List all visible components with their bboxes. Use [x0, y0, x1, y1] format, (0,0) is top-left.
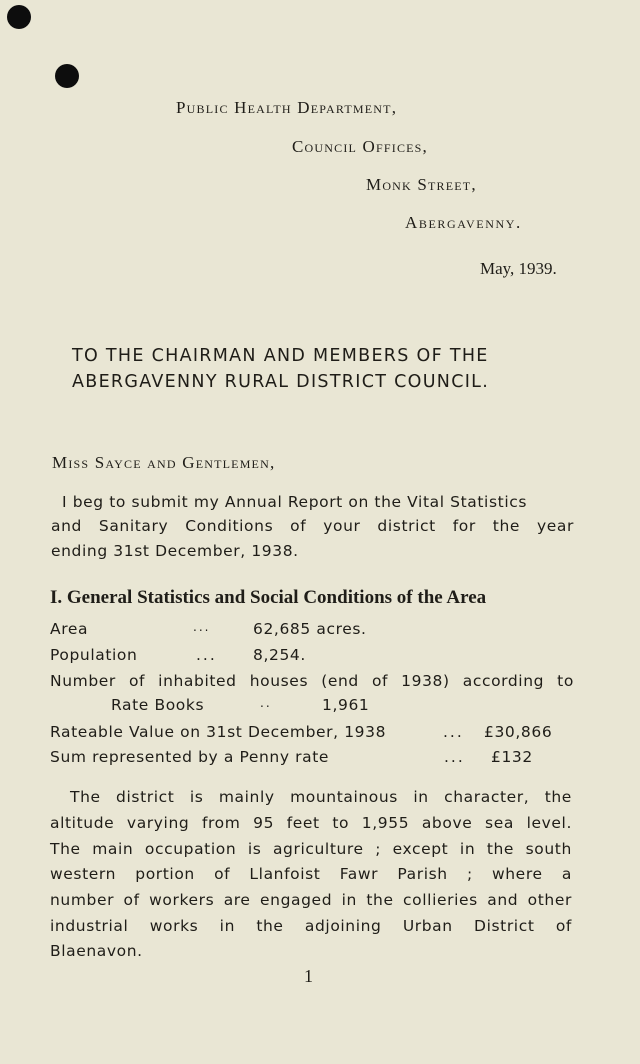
addressee-heading-line-2: ABERGAVENNY RURAL DISTRICT COUNCIL.	[72, 372, 490, 392]
word: in	[459, 840, 476, 858]
word: 1938)	[401, 672, 450, 690]
address-line-4: Abergavenny.	[405, 213, 522, 232]
word: varying	[126, 814, 190, 832]
word: south	[525, 840, 572, 858]
word: of	[555, 917, 572, 935]
rateable-value: £30,866	[484, 723, 553, 741]
intro-line-3: ending 31st December, 1938.	[51, 542, 299, 560]
address-line-1: Public Health Department,	[176, 98, 398, 117]
salutation: Miss Sayce and Gentlemen,	[52, 453, 276, 472]
word: Urban	[402, 917, 453, 935]
word: to	[557, 672, 574, 690]
word: of	[214, 865, 231, 883]
word: your	[323, 517, 361, 535]
word: the	[366, 891, 394, 909]
word: except	[392, 840, 449, 858]
punch-hole-second	[55, 64, 79, 88]
word: according	[462, 672, 545, 690]
description-line-5	[50, 891, 572, 909]
word: of	[290, 517, 307, 535]
word: a	[561, 865, 572, 883]
word: 95	[253, 814, 275, 832]
word: 1,955	[361, 814, 410, 832]
word: Sanitary	[98, 517, 169, 535]
description-line-4	[50, 865, 572, 883]
page-number: 1	[304, 966, 313, 986]
word: workers	[149, 891, 215, 909]
word: where	[491, 865, 543, 883]
word: feet	[286, 814, 320, 832]
word: the	[492, 517, 521, 535]
word: in	[413, 788, 429, 806]
word: ;	[375, 840, 382, 858]
word: (end	[321, 672, 359, 690]
population-label: Population	[50, 646, 138, 664]
rate-books-dots: ..	[260, 696, 272, 710]
word: district	[116, 788, 175, 806]
word: altitude	[50, 814, 115, 832]
rateable-value-label: Rateable Value on 31st December, 1938	[50, 723, 387, 741]
intro-line-2	[51, 517, 574, 535]
word: ;	[466, 865, 473, 883]
area-dots: ...	[193, 620, 211, 634]
word: are	[223, 891, 251, 909]
word: in	[219, 917, 235, 935]
word: Conditions	[185, 517, 274, 535]
word: is	[189, 788, 204, 806]
penny-rate-label: Sum represented by a Penny rate	[50, 748, 330, 766]
word: other	[527, 891, 572, 909]
word: the	[486, 840, 515, 858]
rateable-value-dots: ...	[443, 723, 464, 741]
word: occupation	[144, 840, 237, 858]
description-line-1	[70, 788, 572, 806]
word: of	[123, 891, 140, 909]
word: inhabited	[158, 672, 237, 690]
section-title: I. General Statistics and Social Conditions of the Area	[50, 587, 487, 608]
word: main	[92, 840, 134, 858]
word: above	[421, 814, 473, 832]
word: industrial	[50, 917, 129, 935]
description-line-2	[50, 814, 572, 832]
word: mountainous	[290, 788, 398, 806]
word: portion	[135, 865, 195, 883]
word: works	[149, 917, 199, 935]
word: district	[377, 517, 436, 535]
word: year	[536, 517, 574, 535]
word: of	[371, 672, 389, 690]
word: of	[128, 672, 146, 690]
word: the	[544, 788, 572, 806]
word: adjoining	[304, 917, 382, 935]
word: from	[201, 814, 241, 832]
population-value: 8,254.	[253, 646, 306, 664]
word: engaged	[260, 891, 333, 909]
word: collieries	[403, 891, 478, 909]
intro-line-1	[62, 493, 574, 511]
word: is	[247, 840, 262, 858]
letter-date: May, 1939.	[480, 259, 557, 278]
penny-rate-value: £132	[491, 748, 533, 766]
addressee-heading-line-1: TO THE CHAIRMAN AND MEMBERS OF THE	[72, 346, 489, 366]
word: western	[50, 865, 117, 883]
rate-books-label: Rate Books	[111, 696, 205, 714]
word: to	[332, 814, 350, 832]
word: sea	[485, 814, 514, 832]
population-dots: ...	[196, 646, 217, 664]
word: in	[341, 891, 357, 909]
word: for	[452, 517, 476, 535]
penny-rate-dots: ...	[444, 748, 465, 766]
word: The	[50, 840, 81, 858]
area-label: Area	[50, 620, 89, 638]
word: mainly	[218, 788, 275, 806]
word: houses	[249, 672, 309, 690]
word: character,	[444, 788, 530, 806]
word: level.	[526, 814, 572, 832]
rate-books-value: 1,961	[322, 696, 370, 714]
word: Number	[50, 672, 116, 690]
word: agriculture	[272, 840, 364, 858]
intro-text: I beg to submit my Annual Report on the Vital Statistics	[62, 493, 528, 511]
word: and	[51, 517, 82, 535]
description-line-6	[50, 917, 572, 935]
description-line-7: Blaenavon.	[50, 942, 143, 960]
description-line-3	[50, 840, 572, 858]
word: Llanfoist	[249, 865, 321, 883]
address-line-2: Council Offices,	[292, 137, 428, 156]
area-value: 62,685 acres.	[253, 620, 367, 638]
word: The	[70, 788, 101, 806]
word: District	[474, 917, 535, 935]
word: number	[50, 891, 115, 909]
address-line-3: Monk Street,	[366, 175, 477, 194]
punch-hole-top	[7, 5, 31, 29]
word: Parish	[397, 865, 448, 883]
word: and	[487, 891, 519, 909]
houses-line	[50, 672, 574, 690]
word: Fawr	[339, 865, 379, 883]
word: the	[256, 917, 284, 935]
